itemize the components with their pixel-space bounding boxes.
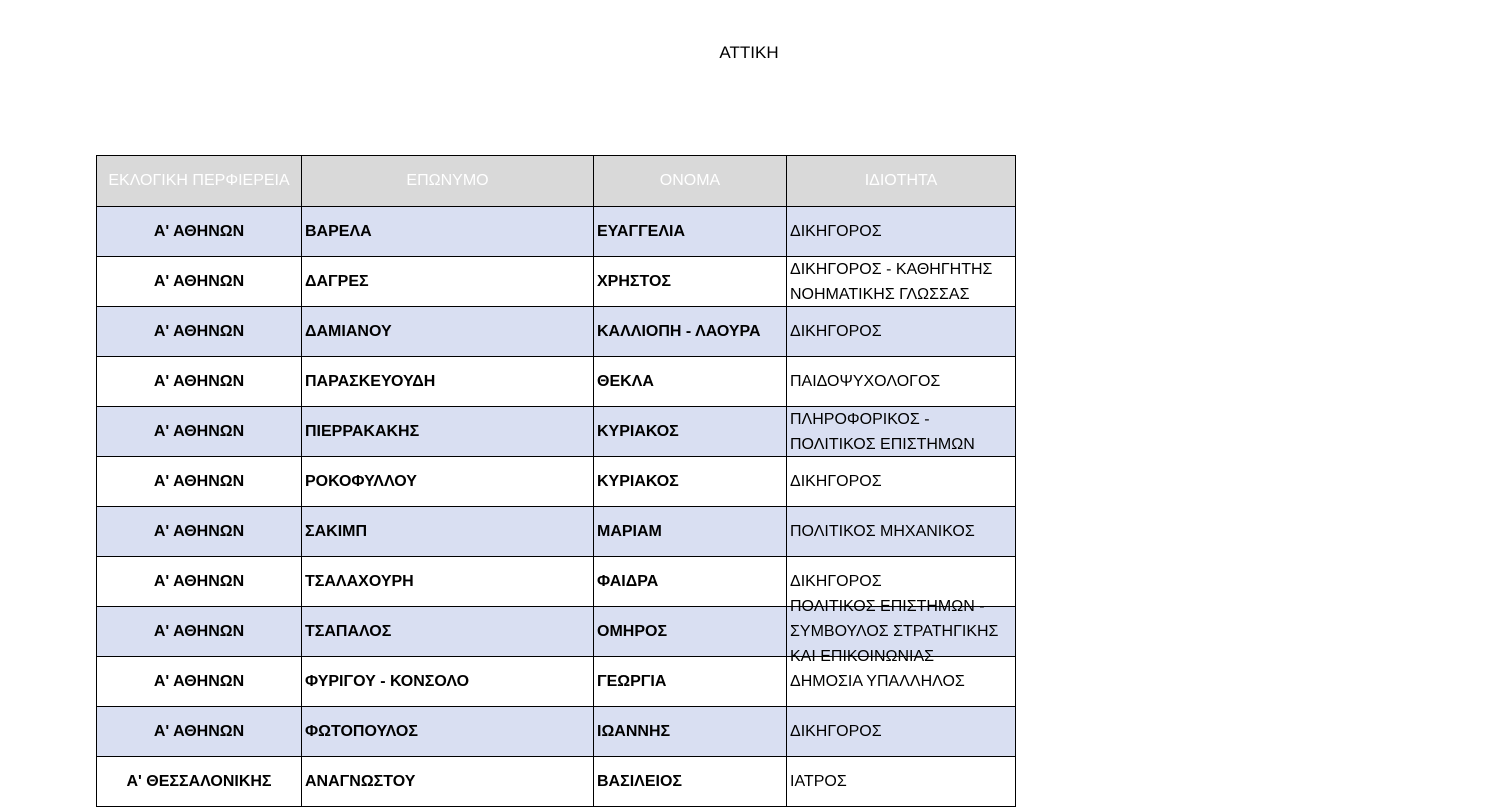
cell-district: Α' ΑΘΗΝΩΝ	[97, 357, 302, 407]
cell-district: Α' ΑΘΗΝΩΝ	[97, 607, 302, 657]
column-header-occupation: ΙΔΙΟΤΗΤΑ	[787, 156, 1016, 207]
cell-occupation	[787, 207, 1016, 257]
candidates-table-container	[96, 155, 1015, 790]
column-header-district: ΕΚΛΟΓΙΚΗ ΠΕΡΦΙΕΡΕΙΑ	[97, 156, 302, 207]
table-row	[97, 207, 1016, 257]
cell-occupation	[787, 598, 1016, 665]
cell-district: Α' ΑΘΗΝΩΝ	[97, 307, 302, 357]
table-row	[97, 707, 1016, 757]
cell-surname: ΦΩΤΟΠΟΥΛΟΣ	[302, 707, 594, 757]
column-header-surname: ΕΠΩΝΥΜΟ	[302, 156, 594, 207]
table-row	[97, 457, 1016, 507]
cell-name: ΟΜΗΡΟΣ	[594, 607, 787, 657]
cell-occupation	[787, 457, 1016, 507]
cell-surname: ΒΑΡΕΛΑ	[302, 207, 594, 257]
occupation-text: ΠΟΛΙΤΙΚΟΣ ΕΠΙΣΤΗΜΩΝ - ΣΥΜΒΟΥΛΟΣ ΣΤΡΑΤΗΓΙΚΗΣ ΚΑΙ ΕΠΙΚΟΙΝΩΝΙΑΣ	[790, 598, 999, 665]
occupation-text: ΔΙΚΗΓΟΡΟΣ	[790, 723, 882, 740]
cell-surname: ΣΑΚΙΜΠ	[302, 507, 594, 557]
cell-occupation	[787, 507, 1016, 557]
cell-surname: ΔΑΓΡΕΣ	[302, 257, 594, 307]
cell-district: Α' ΑΘΗΝΩΝ	[97, 707, 302, 757]
cell-district: Α' ΑΘΗΝΩΝ	[97, 207, 302, 257]
cell-district: Α' ΑΘΗΝΩΝ	[97, 657, 302, 707]
table-body	[97, 207, 1016, 807]
cell-name: ΚΥΡΙΑΚΟΣ	[594, 407, 787, 457]
cell-name: ΦΑΙΔΡΑ	[594, 557, 787, 607]
occupation-text: ΙΑΤΡΟΣ	[790, 773, 847, 790]
occupation-text: ΠΟΛΙΤΙΚΟΣ ΜΗΧΑΝΙΚΟΣ	[790, 523, 975, 540]
occupation-text: ΔΙΚΗΓΟΡΟΣ	[790, 473, 882, 490]
column-header-name: ΟΝΟΜΑ	[594, 156, 787, 207]
cell-name: ΚΥΡΙΑΚΟΣ	[594, 457, 787, 507]
table-row	[97, 407, 1016, 457]
table-row	[97, 507, 1016, 557]
cell-district: Α' ΑΘΗΝΩΝ	[97, 257, 302, 307]
table-row	[97, 757, 1016, 807]
cell-name: ΕΥΑΓΓΕΛΙΑ	[594, 207, 787, 257]
occupation-text: ΔΙΚΗΓΟΡΟΣ	[790, 223, 882, 240]
occupation-text: ΔΙΚΗΓΟΡΟΣ	[790, 323, 882, 340]
cell-occupation	[787, 307, 1016, 357]
cell-surname: ΠΙΕΡΡΑΚΑΚΗΣ	[302, 407, 594, 457]
cell-district: Α' ΑΘΗΝΩΝ	[97, 457, 302, 507]
occupation-text: ΔΙΚΗΓΟΡΟΣ - ΚΑΘΗΓΗΤΗΣ ΝΟΗΜΑΤΙΚΗΣ ΓΛΩΣΣΑΣ	[790, 260, 993, 303]
cell-name: ΧΡΗΣΤΟΣ	[594, 257, 787, 307]
cell-surname: ΤΣΑΠΑΛΟΣ	[302, 607, 594, 657]
table-row	[97, 607, 1016, 657]
table-header-row	[97, 156, 1016, 207]
cell-surname: ΡΟΚΟΦΥΛΛΟΥ	[302, 457, 594, 507]
page-title: ΑΤΤΙΚΗ	[719, 43, 779, 62]
occupation-text: ΔΙΚΗΓΟΡΟΣ	[790, 573, 882, 590]
cell-occupation	[787, 707, 1016, 757]
cell-occupation	[787, 257, 1016, 307]
cell-surname: ΤΣΑΛΑΧΟΥΡΗ	[302, 557, 594, 607]
cell-surname: ΔΑΜΙΑΝΟΥ	[302, 307, 594, 357]
cell-district: Α' ΘΕΣΣΑΛΟΝΙΚΗΣ	[97, 757, 302, 807]
cell-district: Α' ΑΘΗΝΩΝ	[97, 507, 302, 557]
cell-surname: ΦΥΡΙΓΟΥ - ΚΟΝΣΟΛΟ	[302, 657, 594, 707]
cell-name: ΘΕΚΛΑ	[594, 357, 787, 407]
cell-occupation	[787, 757, 1016, 807]
occupation-text: ΠΑΙΔΟΨΥΧΟΛΟΓΟΣ	[790, 373, 941, 390]
cell-surname: ΑΝΑΓΝΩΣΤΟΥ	[302, 757, 594, 807]
table-row	[97, 257, 1016, 307]
table-row	[97, 357, 1016, 407]
cell-name: ΙΩΑΝΝΗΣ	[594, 707, 787, 757]
cell-occupation	[787, 407, 1016, 457]
cell-surname: ΠΑΡΑΣΚΕΥΟΥΔΗ	[302, 357, 594, 407]
candidates-table	[96, 155, 1016, 807]
cell-district: Α' ΑΘΗΝΩΝ	[97, 557, 302, 607]
occupation-text: ΠΛΗΡΟΦΟΡΙΚΟΣ - ΠΟΛΙΤΙΚΟΣ ΕΠΙΣΤΗΜΩΝ	[790, 410, 975, 453]
table-row	[97, 307, 1016, 357]
cell-district: Α' ΑΘΗΝΩΝ	[97, 407, 302, 457]
occupation-text: ΔΗΜΟΣΙΑ ΥΠΑΛΛΗΛΟΣ	[790, 673, 965, 690]
cell-name: ΒΑΣΙΛΕΙΟΣ	[594, 757, 787, 807]
cell-name: ΚΑΛΛΙΟΠΗ - ΛΑΟΥΡΑ	[594, 307, 787, 357]
cell-occupation	[787, 357, 1016, 407]
cell-name: ΓΕΩΡΓΙΑ	[594, 657, 787, 707]
cell-name: ΜΑΡΙΑΜ	[594, 507, 787, 557]
